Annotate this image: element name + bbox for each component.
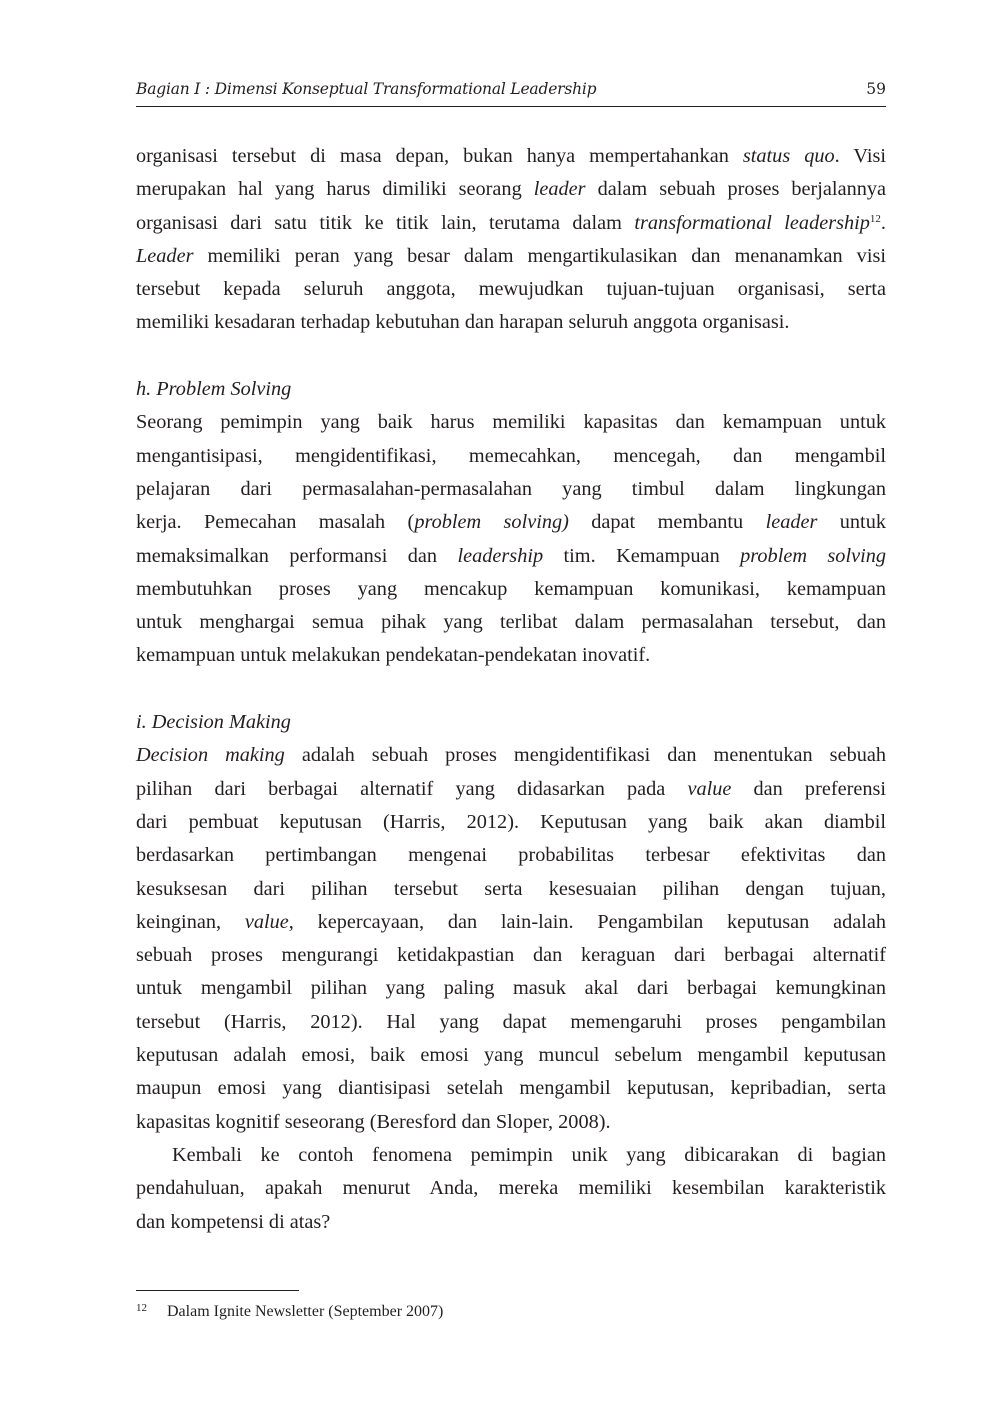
- text-line: membutuhkan proses yang mencakup kemampuan komunikasi, kemampuan: [136, 577, 886, 600]
- italic-term: value: [244, 910, 289, 933]
- text-run: . Visi: [834, 145, 886, 167]
- text-run: untuk: [817, 511, 886, 534]
- italic-term: leader: [533, 178, 586, 201]
- italic-term: problem solving: [740, 544, 886, 567]
- section-heading: h. Problem Solving: [136, 378, 292, 401]
- text-line: dan kompetensi di atas?: [136, 1210, 331, 1233]
- section-problem-solving: [136, 373, 886, 673]
- text-run: tim. Kemampuan: [543, 544, 741, 567]
- running-header: [136, 78, 886, 107]
- section-heading: i. Decision Making: [136, 711, 291, 734]
- text-line: [136, 739, 886, 772]
- text-run: pilihan dari berbagai alternatif yang didasarkan pada: [136, 777, 688, 800]
- text-run: dapat membantu: [568, 511, 766, 534]
- text-line: Kembali ke contoh fenomena pemimpin unik yang dibicarakan di bagian: [172, 1143, 886, 1166]
- text-line: untuk mengambil pilihan yang paling masuk akal dari berbagai kemungkinan: [136, 977, 886, 1000]
- page-number: 59: [866, 80, 886, 98]
- text-run: memaksimalkan performansi dan: [136, 544, 458, 567]
- text-run: kerja. Pemecahan masalah (: [136, 511, 415, 534]
- text-line: pendahuluan, apakah menurut Anda, mereka memiliki kesembilan karakteristik: [136, 1177, 886, 1200]
- text-run: , kepercayaan, dan lain-lain. Pengambilan keputusan adalah: [288, 910, 886, 933]
- text-line: untuk menghargai semua pihak yang terlibat dalam permasalahan tersebut, dan: [136, 611, 886, 634]
- paragraph-vision: [136, 140, 886, 340]
- footnote-number: 12: [136, 1302, 147, 1314]
- text-line: keputusan adalah emosi, baik emosi yang muncul sebelum mengambil keputusan: [136, 1044, 886, 1067]
- footnote-text: Dalam Ignite Newsletter (September 2007): [167, 1303, 444, 1320]
- text-line: kesuksesan dari pilihan tersebut serta kesesuaian pilihan dengan tujuan,: [136, 877, 886, 900]
- header-title: Bagian I : Dimensi Konseptual Transformational Leadership: [136, 80, 597, 98]
- paragraph-closing: [136, 1139, 886, 1239]
- italic-term: leadership: [457, 544, 544, 567]
- italic-term: Leader: [136, 244, 194, 267]
- body-text: [136, 140, 886, 1239]
- text-run: dalam sebuah proses berjalannya: [585, 178, 886, 201]
- text-line: berdasarkan pertimbangan mengenai probabilitas terbesar efektivitas dan: [136, 844, 886, 867]
- text-line: sebuah proses mengurangi ketidakpastian dan keraguan dari berbagai alternatif: [136, 944, 886, 967]
- text-line: [136, 207, 886, 240]
- text-run: keinginan,: [136, 910, 245, 933]
- text-line: tersebut (Harris, 2012). Hal yang dapat memengaruhi proses pengambilan: [136, 1010, 886, 1033]
- text-line: kemampuan untuk melakukan pendekatan-pendekatan inovatif.: [136, 644, 651, 667]
- text-line: maupun emosi yang diantisipasi setelah mengambil keputusan, kepribadian, serta: [136, 1077, 886, 1100]
- text-run: organisasi tersebut di masa depan, bukan hanya mempertahankan: [136, 145, 743, 167]
- section-decision-making: [136, 706, 886, 1139]
- text-line: [136, 540, 886, 573]
- footnote: [136, 1302, 443, 1321]
- text-line: [136, 773, 886, 806]
- text-line: memiliki kesadaran terhadap kebutuhan dan harapan seluruh anggota organisasi.: [136, 311, 790, 334]
- italic-term: status quo: [742, 145, 835, 167]
- italic-term: Decision making: [136, 744, 285, 767]
- text-run: memiliki peran yang besar dalam mengartikulasikan dan menanamkan visi: [193, 244, 886, 267]
- footnote-reference[interactable]: 12: [869, 212, 881, 225]
- text-run: dan preferensi: [731, 777, 887, 800]
- text-line: dari pembuat keputusan (Harris, 2012). Keputusan yang baik akan diambil: [136, 810, 886, 833]
- text-line: kapasitas kognitif seseorang (Beresford dan Sloper, 2008).: [136, 1110, 611, 1133]
- text-line: [136, 506, 886, 539]
- text-run: adalah sebuah proses mengidentifikasi dan menentukan sebuah: [284, 744, 886, 767]
- italic-term: transformational leadership: [634, 211, 870, 234]
- italic-term: value: [687, 777, 732, 800]
- text-run: .: [880, 211, 886, 234]
- text-line: [136, 173, 886, 206]
- text-line: [136, 240, 886, 273]
- text-run: merupakan hal yang harus dimiliki seorang: [136, 178, 534, 201]
- text-line: tersebut kepada seluruh anggota, mewujudkan tujuan-tujuan organisasi, serta: [136, 278, 886, 301]
- text-line: mengantisipasi, mengidentifikasi, memecahkan, mencegah, dan mengambil: [136, 444, 886, 467]
- italic-term: problem solving): [414, 511, 569, 534]
- text-line: [136, 906, 886, 939]
- text-line: pelajaran dari permasalahan-permasalahan yang timbul dalam lingkungan: [136, 477, 886, 500]
- text-line: Seorang pemimpin yang baik harus memiliki kapasitas dan kemampuan untuk: [136, 411, 886, 434]
- text-run: organisasi dari satu titik ke titik lain, terutama dalam: [136, 211, 635, 234]
- text-line: [136, 140, 886, 173]
- italic-term: leader: [765, 511, 818, 534]
- footnote-divider: [136, 1290, 299, 1291]
